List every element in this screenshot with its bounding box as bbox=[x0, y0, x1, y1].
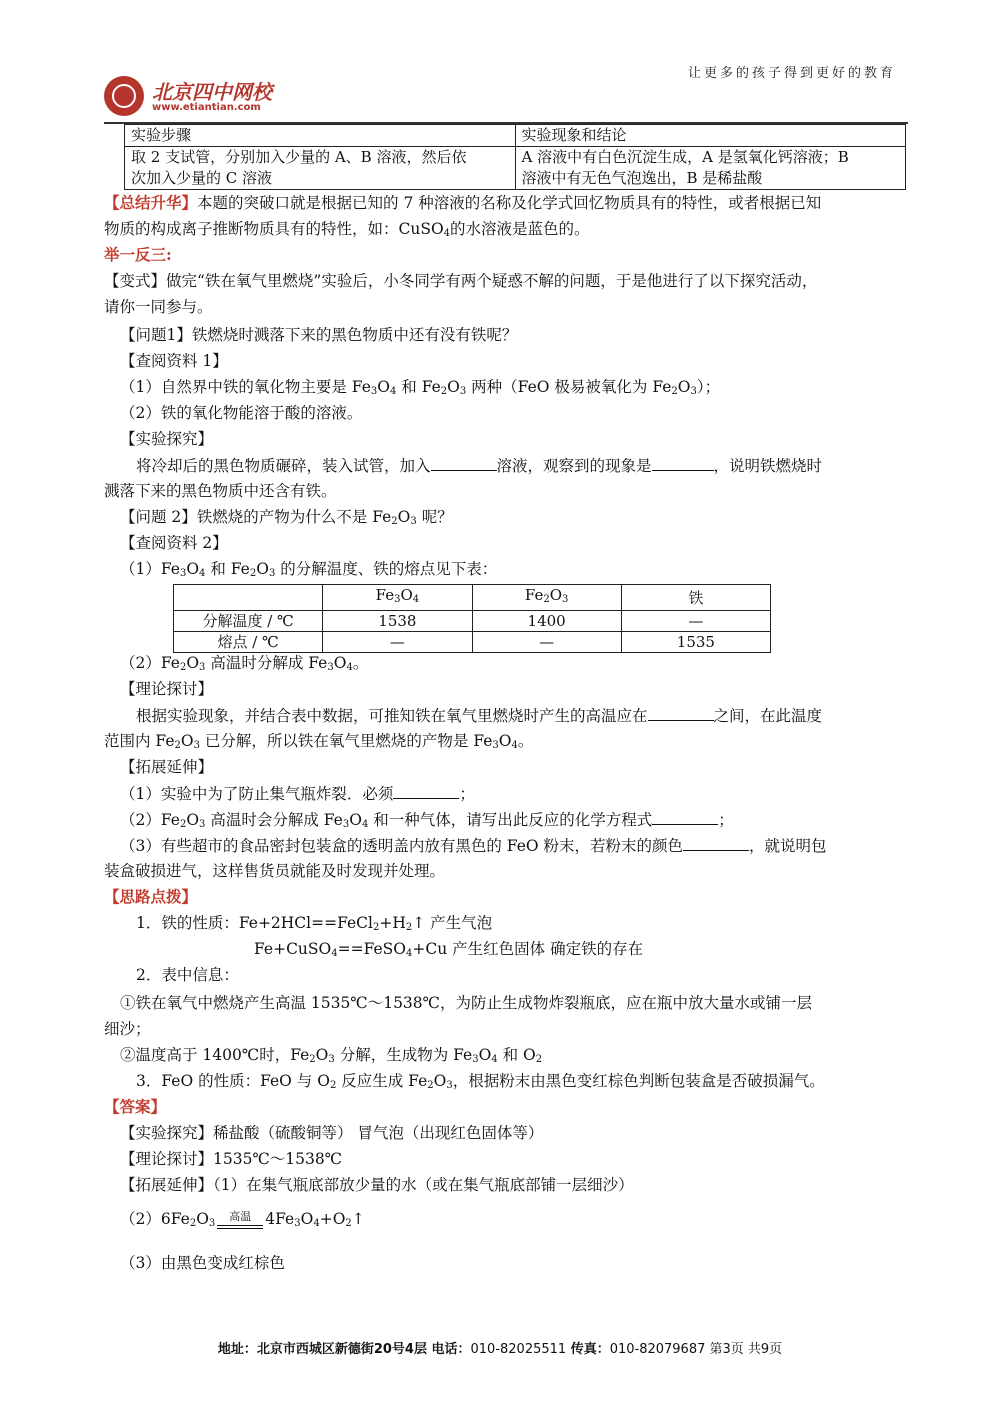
logo-emblem-icon bbox=[104, 76, 144, 116]
experiment-text: 溅落下来的黑色物质中还含有铁。 bbox=[104, 482, 337, 500]
variant-line: 【变式】做完“铁在氧气里燃烧”实验后，小冬同学有两个疑惑不解的问题，于是他进行了以下探究活动， bbox=[104, 272, 818, 290]
logo-url: www.etiantian.com bbox=[152, 102, 261, 113]
table-cell: — bbox=[323, 632, 472, 653]
answer-line: 【实验探究】稀盐酸（硫酸铜等） 冒气泡（出现红色固体等） bbox=[120, 1124, 544, 1142]
theory-text: 根据实验现象，并结合表中数据，可推知铁在氧气里燃烧时产生的高温应在 之间，在此温度 bbox=[136, 702, 936, 729]
answer-blank[interactable] bbox=[431, 452, 497, 471]
hint-line: 2．表中信息： bbox=[136, 966, 239, 984]
header-slogan: 让更多的孩子得到更好的教育 bbox=[687, 66, 896, 81]
table-cell: 1535 bbox=[621, 632, 770, 653]
cell-line: 取 2 支试管，分别加入少量的 A、B 溶液，然后依 bbox=[131, 148, 467, 166]
hint-line: 1．铁的性质：$Fe+2HCl==FeCl_2+H_2↑$ 产生气泡 bbox=[136, 914, 493, 933]
answer-line: 【理论探讨】1535℃～1538℃ bbox=[120, 1150, 343, 1168]
logo-text: 北京四中网校 bbox=[152, 80, 272, 104]
summary-text: 物质的构成离子推断物质具有的特性，如：CuSO bbox=[104, 220, 444, 238]
hint-line: 细沙； bbox=[104, 1020, 151, 1038]
table-header-cell: 实验现象和结论 bbox=[515, 125, 906, 147]
hint-line: ②温度高于 1400℃时，$Fe_2O_3$ 分解，生成物为 $Fe_3O_4$ 和 $O_2$ bbox=[120, 1046, 543, 1065]
answer-blank[interactable] bbox=[393, 780, 459, 799]
answer-blank[interactable] bbox=[652, 452, 714, 471]
extension-item: （1）实验中为了防止集气瓶炸裂．必须 ； bbox=[120, 780, 920, 807]
experiment-text: 将冷却后的黑色物质碾碎，装入试管，加入 溶液，观察到的现象是 ，说明铁燃烧时 bbox=[136, 452, 936, 479]
table-header-cell: 铁 bbox=[621, 585, 770, 611]
table-row bbox=[174, 585, 771, 611]
cell-line: 次加入少量的 C 溶液 bbox=[131, 169, 273, 187]
table-header-cell bbox=[174, 585, 323, 611]
summary-line bbox=[104, 190, 904, 216]
reference2-title: 【查阅资料 2】 bbox=[120, 534, 228, 552]
reaction-condition: 高温 bbox=[215, 1206, 265, 1234]
answer-equation: $(2)6Fe_2O_3^{高温}$ $4Fe_3O_4+O_2↑$ bbox=[120, 1206, 920, 1237]
page-number: 第3页 共9页 bbox=[705, 1342, 783, 1357]
reference2-item: $(1)Fe_3O_4$ 和 $Fe_2O_3$ 的分解温度、铁的熔点见下表： bbox=[120, 560, 498, 579]
row-label: 熔点 / ℃ bbox=[174, 632, 323, 653]
variant-line: 请你一同参与。 bbox=[104, 298, 213, 316]
hint-tag: 【思路点拨】 bbox=[104, 887, 198, 906]
cell-line: 溶液中有无色气泡逸出，B 是稀盐酸 bbox=[521, 169, 763, 187]
extension-item: $(2)Fe_2O_3$ 高温时会分解成 $Fe_3O_4$ 和一种气体，请写出此反应的化学方程式 ； bbox=[120, 806, 920, 838]
table-header-cell: $Fe_3O_4$ bbox=[323, 585, 472, 611]
reference1-item: （1）自然界中铁的氧化物主要是 $Fe_3O_4$ 和 $Fe_2O_3$ 两种（FeO 极易被氧化为 $Fe_2O_3$）； bbox=[120, 378, 721, 397]
experiment-table bbox=[124, 124, 906, 190]
theory-text: 范围内 $Fe_2O_3$ 已分解，所以铁在氧气里燃烧的产物是 $Fe_3O_4$。 bbox=[104, 732, 534, 751]
summary-text: 的水溶液是蓝色的。 bbox=[450, 220, 590, 238]
cell-line: A 溶液中有白色沉淀生成，A 是氢氧化钙溶液；B bbox=[521, 148, 849, 166]
table-header-cell: $Fe_2O_3$ bbox=[472, 585, 621, 611]
table-header-cell: 实验步骤 bbox=[125, 125, 516, 147]
answer-blank[interactable] bbox=[652, 806, 718, 825]
answer-line: 【拓展延伸】（1）在集气瓶底部放少量的水（或在集气瓶底部铺一层细沙） bbox=[120, 1176, 634, 1194]
table-cell: 1400 bbox=[472, 611, 621, 632]
table-cell bbox=[125, 147, 516, 190]
subscript: 4 bbox=[443, 228, 451, 239]
hint-line: Fe+CuSO$_4$==FeSO$_4$+Cu 产生红色固体 确定铁的存在 bbox=[254, 940, 644, 959]
section-heading-jyfs: 举一反三: bbox=[104, 245, 172, 264]
hint-line: 3．FeO 的性质：FeO 与 $O_2$ 反应生成 $Fe_2O_3$，根据粉末由黑色变红棕色判断包装盒是否破损漏气。 bbox=[136, 1072, 825, 1091]
answer-line: （3）由黑色变成红棕色 bbox=[120, 1254, 285, 1272]
reference1-item: （2）铁的氧化物能溶于酸的溶液。 bbox=[120, 404, 363, 422]
page-footer: 地址：北京市西城区新德街20号4层 电话：010-82025511 传真：010-82079687 第3页 共9页 bbox=[217, 1342, 783, 1357]
table-row bbox=[174, 611, 771, 632]
summary-text: 本题的突破口就是根据已知的 7 种溶液的名称及化学式回忆物质具有的特性，或者根据已知 bbox=[197, 194, 822, 212]
row-label: 分解温度 / ℃ bbox=[174, 611, 323, 632]
table-cell: — bbox=[472, 632, 621, 653]
extension-item: （3）有些超市的食品密封包装盒的透明盖内放有黑色的 FeO 粉末，若粉末的颜色 ，就说明包 bbox=[120, 832, 920, 859]
decomposition-table bbox=[173, 584, 771, 653]
hint-line: ①铁在氧气中燃烧产生高温 1535℃～1538℃，为防止生成物炸裂瓶底，应在瓶中放大量水或铺一层 bbox=[120, 994, 813, 1012]
extension-item: 装盒破损进气，这样售货员就能及时发现并处理。 bbox=[104, 862, 446, 880]
extension-title: 【拓展延伸】 bbox=[120, 758, 214, 776]
experiment-title: 【实验探究】 bbox=[120, 430, 214, 448]
question2-title: 【问题 2】铁燃烧的产物为什么不是 $Fe_2O_3$ 呢？ bbox=[120, 508, 453, 527]
summary-tag: 【总结升华】 bbox=[104, 193, 198, 212]
answer-tag: 【答案】 bbox=[104, 1097, 167, 1116]
theory-title: 【理论探讨】 bbox=[120, 680, 214, 698]
question1-title: 【问题1】铁燃烧时溅落下来的黑色物质中还有没有铁呢？ bbox=[120, 326, 518, 344]
table-row bbox=[125, 147, 906, 190]
table-cell: 1538 bbox=[323, 611, 472, 632]
table-cell bbox=[515, 147, 906, 190]
reference2-item: $(2)Fe_2O_3$ 高温时分解成 $Fe_3O_4$。 bbox=[120, 654, 369, 673]
table-row bbox=[125, 125, 906, 147]
answer-blank[interactable] bbox=[648, 702, 714, 721]
reference1-title: 【查阅资料 1】 bbox=[120, 352, 228, 370]
table-cell: — bbox=[621, 611, 770, 632]
answer-blank[interactable] bbox=[683, 832, 749, 851]
school-logo bbox=[104, 72, 304, 118]
